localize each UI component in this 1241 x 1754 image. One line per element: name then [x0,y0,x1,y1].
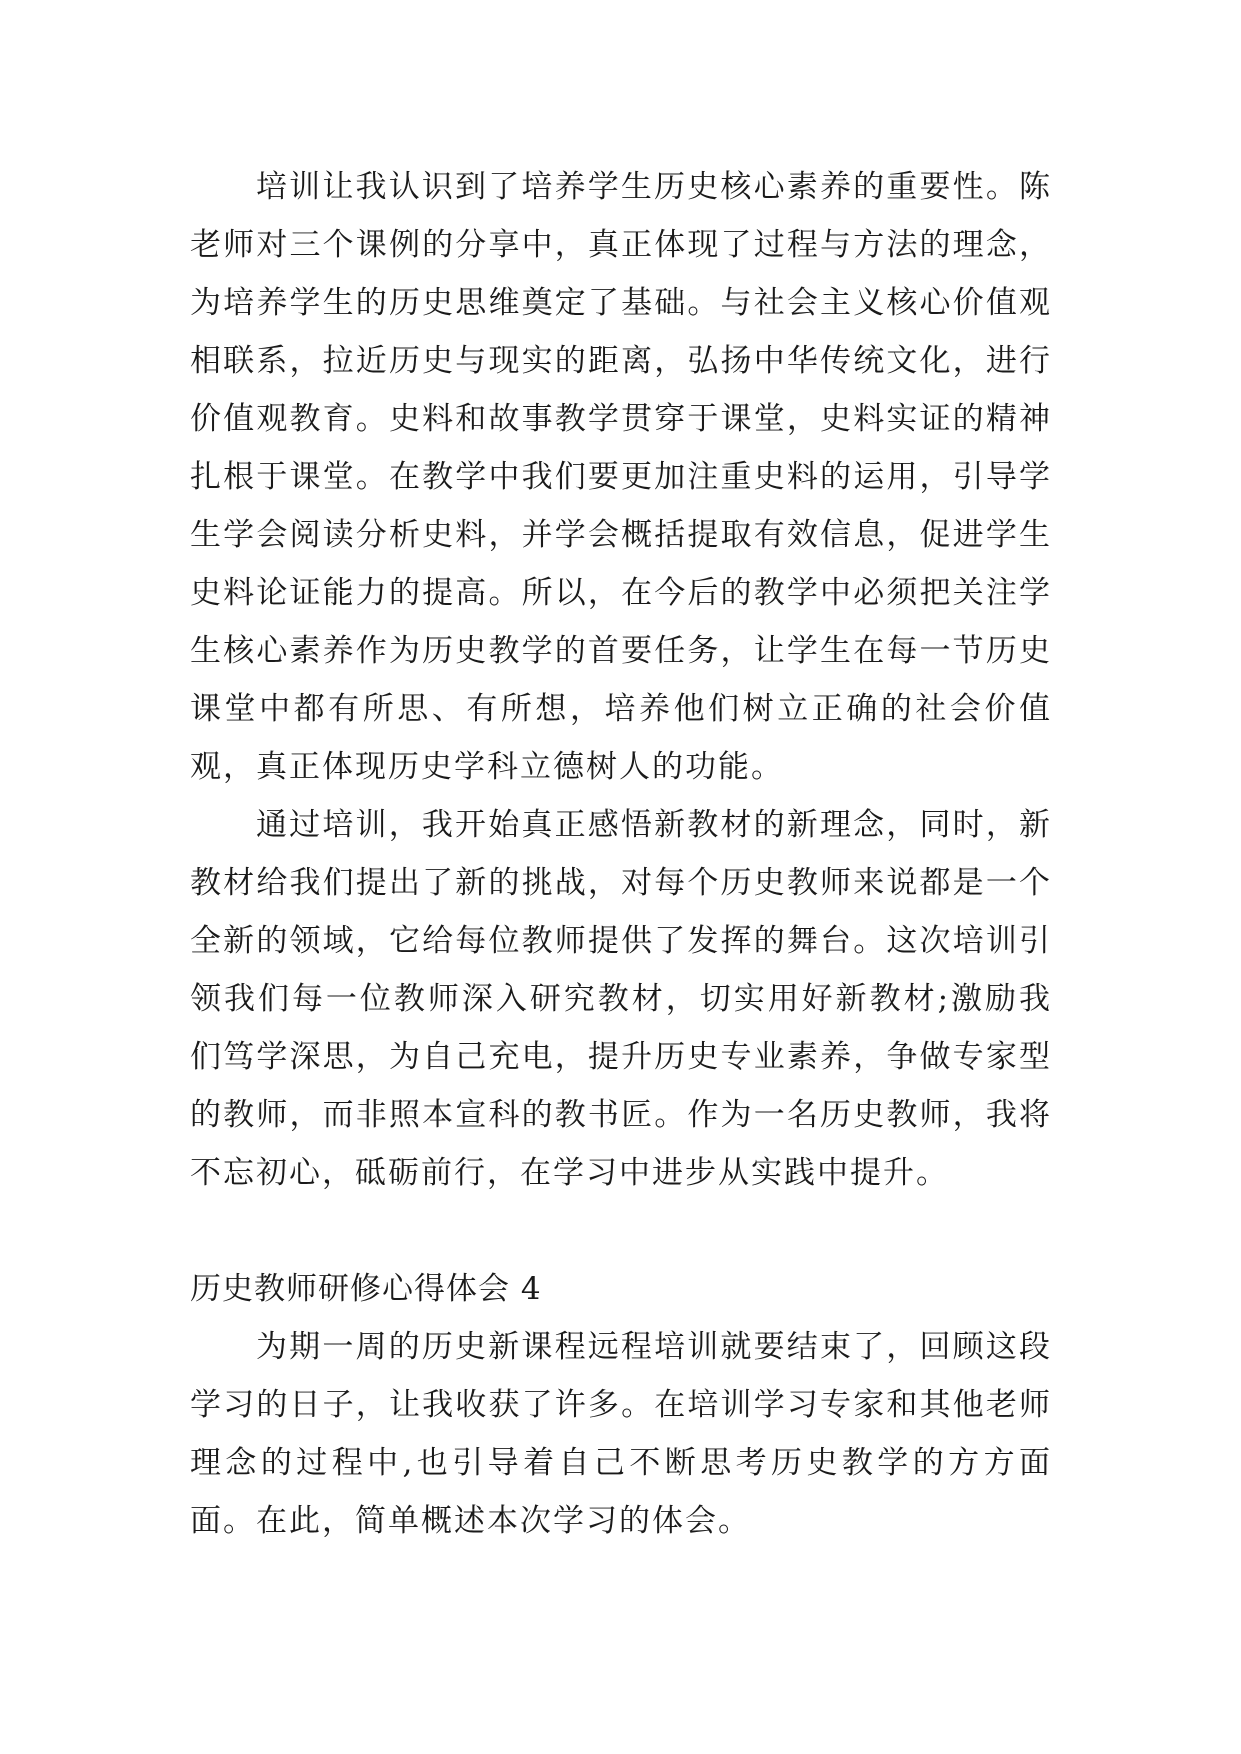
paragraph-remote-training: 为期一周的历史新课程远程培训就要结束了，回顾这段学习的日子，让我收获了许多。在培训学习专家和其他老师理念的过程中,也引导着自己不断思考历史教学的方方面面。在此，简单概述本次学习的体会。 [190,1329,1052,1539]
paragraph-new-textbook: 通过培训，我开始真正感悟新教材的新理念，同时，新教材给我们提出了新的挑战，对每个历史教师来说都是一个全新的领域，它给每位教师提供了发挥的舞台。这次培训引领我们每一位教师深入研究教材，切实用好新教材;激励我们笃学深思，为自己充电，提升历史专业素养，争做专家型的教师，而非照本宣科的教书匠。作为一名历史教师，我将不忘初心，砥砺前行，在学习中进步从实践中提升。 [190,807,1052,1191]
document-body [190,158,1052,1550]
section-heading: 历史教师研修心得体会 4 [190,1271,542,1307]
paragraph-core-literacy: 培训让我认识到了培养学生历史核心素养的重要性。陈老师对三个课例的分享中，真正体现了过程与方法的理念，为培养学生的历史思维奠定了基础。与社会主义核心价值观相联系，拉近历史与现实的距离，弘扬中华传统文化，进行价值观教育。史料和故事教学贯穿于课堂，史料实证的精神扎根于课堂。在教学中我们要更加注重史料的运用，引导学生学会阅读分析史料，并学会概括提取有效信息，促进学生史料论证能力的提高。所以，在今后的教学中必须把关注学生核心素养作为历史教学的首要任务，让学生在每一节历史课堂中都有所思、有所想，培养他们树立正确的社会价值观，真正体现历史学科立德树人的功能。 [190,169,1052,785]
